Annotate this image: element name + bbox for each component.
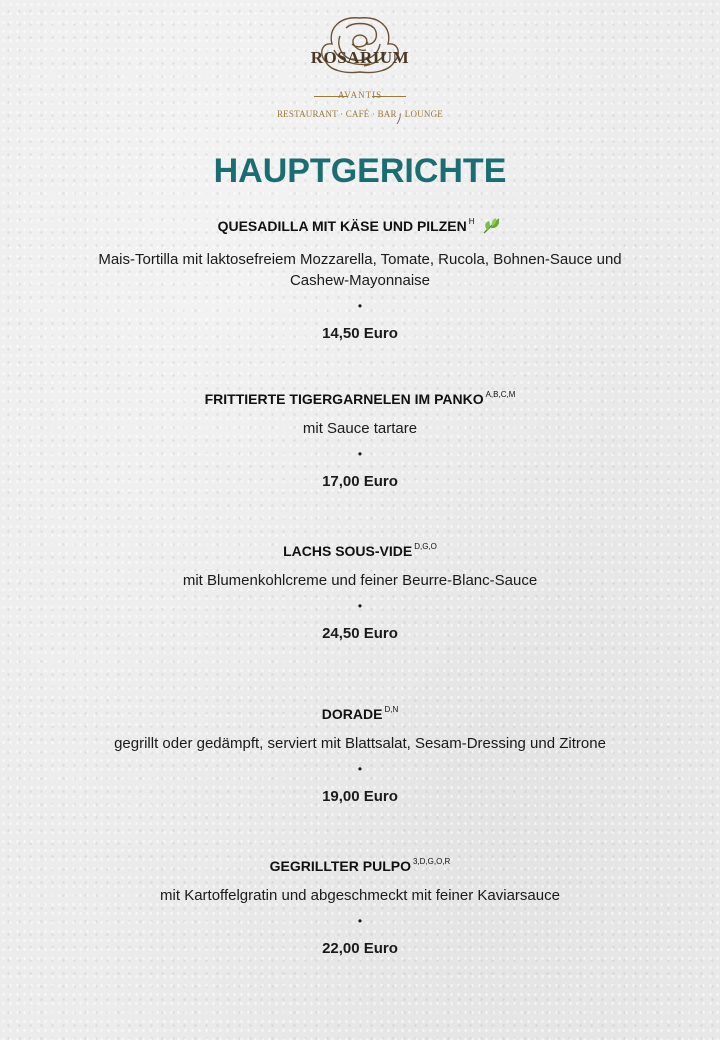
dish-price: 17,00 Euro bbox=[322, 473, 398, 490]
dish-price: 14,50 Euro bbox=[322, 325, 398, 342]
dish-name: GEGRILLTER PULPO bbox=[269, 858, 411, 874]
dish-price: 19,00 Euro bbox=[322, 788, 398, 805]
menu-item bbox=[0, 852, 720, 959]
menu-item bbox=[0, 537, 720, 644]
dish-name: QUESADILLA MIT KÄSE UND PILZEN bbox=[217, 218, 467, 234]
dish-description: mit Blumenkohlcreme und feiner Beurre-Blanc-Sauce bbox=[182, 572, 538, 589]
dish-description: Mais-Tortilla mit laktosefreiem Mozzarella, Tomate, Rucola, Bohnen-Sauce und Cashew-Mayonnaise bbox=[98, 251, 622, 289]
dish-name-line bbox=[0, 700, 720, 724]
dish-name-line bbox=[0, 212, 720, 240]
separator-dot: • bbox=[357, 762, 363, 776]
menu-item bbox=[0, 385, 720, 492]
separator-dot: • bbox=[357, 914, 363, 928]
allergen-codes: D,N bbox=[384, 705, 399, 714]
dish-name: DORADE bbox=[321, 706, 383, 722]
dish-price: 22,00 Euro bbox=[322, 940, 398, 957]
separator-dot: • bbox=[357, 299, 363, 313]
dish-name-line bbox=[0, 385, 720, 409]
dish-description: mit Sauce tartare bbox=[302, 420, 418, 437]
logo-tagline: RESTAURANT · CAFÉ · BAR · LOUNGE bbox=[276, 109, 443, 119]
section-title: HAUPTGERICHTE bbox=[213, 152, 507, 190]
dish-description: mit Kartoffelgratin und abgeschmeckt mit feiner Kaviarsauce bbox=[160, 887, 560, 904]
allergen-codes: H bbox=[468, 217, 475, 226]
separator-dot: • bbox=[357, 447, 363, 461]
separator-dot: • bbox=[357, 599, 363, 613]
rosarium-logo bbox=[270, 14, 450, 124]
dish-name-line bbox=[0, 537, 720, 561]
menu-item bbox=[0, 212, 720, 344]
logo-sub-text: AVANTIS bbox=[337, 90, 383, 100]
rose-logo-icon bbox=[270, 14, 450, 124]
dish-name: LACHS SOUS-VIDE bbox=[283, 543, 413, 559]
leaf-icon bbox=[482, 217, 502, 240]
allergen-codes: 3,D,G,O,R bbox=[412, 857, 451, 866]
dish-price: 24,50 Euro bbox=[322, 625, 398, 642]
dish-name: FRITTIERTE TIGERGARNELEN IM PANKO bbox=[204, 391, 484, 407]
menu-item bbox=[0, 700, 720, 807]
dish-name-line bbox=[0, 852, 720, 876]
dish-description: gegrillt oder gedämpft, serviert mit Blattsalat, Sesam-Dressing und Zitrone bbox=[114, 735, 606, 752]
allergen-codes: A,B,C,M bbox=[485, 390, 516, 399]
allergen-codes: D,G,O bbox=[414, 542, 437, 551]
logo-brand-text: ROSARIUM bbox=[310, 48, 410, 67]
